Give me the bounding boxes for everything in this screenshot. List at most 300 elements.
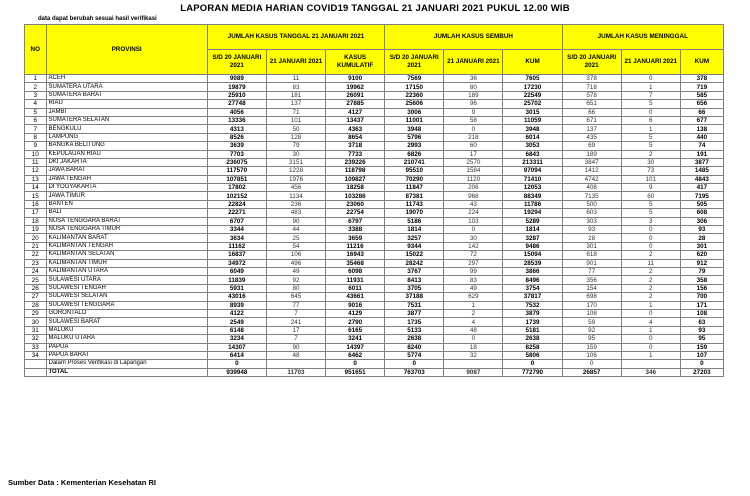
meninggal-sd: 159	[562, 343, 621, 351]
row-no: 17	[25, 209, 47, 217]
sembuh-kum: 3879	[503, 309, 562, 317]
meninggal-today: 1	[621, 326, 680, 334]
sembuh-sd: 9344	[385, 242, 444, 250]
meninggal-kum: 95	[680, 335, 723, 343]
meninggal-today: 0	[621, 343, 680, 351]
meninggal-kum: 912	[680, 259, 723, 267]
kasus-sd: 107851	[207, 175, 266, 183]
sembuh-sd: 7531	[385, 301, 444, 309]
sembuh-kum: 3053	[503, 142, 562, 150]
row-province: JAWA TIMUR	[46, 192, 207, 200]
kasus-kumulatif: 2790	[326, 318, 385, 326]
total-kasus-kumulatif: 951651	[326, 368, 385, 376]
kasus-sd: 14307	[207, 343, 266, 351]
meninggal-today: 5	[621, 209, 680, 217]
row-no: 12	[25, 167, 47, 175]
table-row	[25, 217, 724, 225]
meninggal-kum: 159	[680, 343, 723, 351]
row-no: 21	[25, 242, 47, 250]
meninggal-sd: 0	[562, 360, 621, 368]
meninggal-sd: 106	[562, 351, 621, 359]
kasus-sd: 4313	[207, 125, 266, 133]
sembuh-today: 9	[444, 108, 503, 116]
sembuh-kum: 6014	[503, 133, 562, 141]
row-province: BANGKA BELITUNG	[46, 142, 207, 150]
kasus-kumulatif: 3718	[326, 142, 385, 150]
meninggal-today: 2	[621, 267, 680, 275]
row-no: 19	[25, 226, 47, 234]
meninggal-sd: 500	[562, 200, 621, 208]
row-province: DI YOGYAKARTA	[46, 184, 207, 192]
sembuh-today	[444, 360, 503, 368]
row-province: MALUKU UTARA	[46, 335, 207, 343]
table-row	[25, 91, 724, 99]
table-row	[25, 158, 724, 166]
meninggal-kum: 93	[680, 226, 723, 234]
sembuh-kum: 6843	[503, 150, 562, 158]
kasus-sd: 6414	[207, 351, 266, 359]
meninggal-today: 2	[621, 276, 680, 284]
total-kasus-sd: 939948	[207, 368, 266, 376]
kasus-today: 3151	[266, 158, 325, 166]
total-meninggal-sd: 26857	[562, 368, 621, 376]
sembuh-kum: 5181	[503, 326, 562, 334]
sembuh-sd: 3877	[385, 309, 444, 317]
row-no: 6	[25, 116, 47, 124]
kasus-sd: 4056	[207, 108, 266, 116]
sembuh-sd: 0	[385, 360, 444, 368]
header-meninggal-kum: KUM	[680, 50, 723, 75]
table-row	[25, 293, 724, 301]
meninggal-kum: 620	[680, 251, 723, 259]
table-row	[25, 284, 724, 292]
meninggal-kum: 107	[680, 351, 723, 359]
kasus-today: 79	[266, 142, 325, 150]
meninggal-today: 1	[621, 83, 680, 91]
row-province: SUMATERA SELATAN	[46, 116, 207, 124]
kasus-kumulatif: 6797	[326, 217, 385, 225]
table-row	[25, 335, 724, 343]
total-sembuh-today: 9087	[444, 368, 503, 376]
kasus-sd: 2549	[207, 318, 266, 326]
meninggal-kum: 66	[680, 108, 723, 116]
row-no	[25, 360, 47, 368]
sembuh-sd: 37188	[385, 293, 444, 301]
kasus-sd: 19879	[207, 83, 266, 91]
sembuh-today: 0	[444, 125, 503, 133]
sembuh-kum: 37817	[503, 293, 562, 301]
row-no: 23	[25, 259, 47, 267]
kasus-kumulatif: 118798	[326, 167, 385, 175]
kasus-today: 30	[266, 150, 325, 158]
verification-note: data dapat berubah sesuai hasil verifikasi	[38, 16, 157, 22]
meninggal-sd: 698	[562, 293, 621, 301]
meninggal-today: 0	[621, 226, 680, 234]
kasus-kumulatif: 43661	[326, 293, 385, 301]
kasus-kumulatif: 9100	[326, 75, 385, 83]
kasus-today: 48	[266, 351, 325, 359]
table-row	[25, 360, 724, 368]
sembuh-sd: 22360	[385, 91, 444, 99]
row-province: KALIMANTAN SELATAN	[46, 251, 207, 259]
row-no: 4	[25, 100, 47, 108]
table-row	[25, 267, 724, 275]
table-row	[25, 326, 724, 334]
sembuh-kum: 11786	[503, 200, 562, 208]
row-no: 9	[25, 142, 47, 150]
meninggal-today: 2	[621, 150, 680, 158]
kasus-sd: 22271	[207, 209, 266, 217]
sembuh-kum: 5806	[503, 351, 562, 359]
kasus-sd: 4122	[207, 309, 266, 317]
kasus-today: 496	[266, 259, 325, 267]
meninggal-kum: 700	[680, 293, 723, 301]
row-no: 22	[25, 251, 47, 259]
meninggal-kum: 191	[680, 150, 723, 158]
meninggal-today: 4	[621, 318, 680, 326]
kasus-today: 54	[266, 242, 325, 250]
meninggal-sd: 301	[562, 242, 621, 250]
meninggal-sd: 189	[562, 150, 621, 158]
sembuh-kum: 19294	[503, 209, 562, 217]
row-no: 13	[25, 175, 47, 183]
header-group-meninggal: JUMLAH KASUS MENINGGAL	[562, 25, 723, 50]
row-no: 29	[25, 309, 47, 317]
sembuh-today: 17	[444, 150, 503, 158]
total-sembuh-sd: 763703	[385, 368, 444, 376]
sembuh-sd: 11847	[385, 184, 444, 192]
kasus-sd: 16837	[207, 251, 266, 259]
sembuh-today: 49	[444, 284, 503, 292]
sembuh-kum: 71410	[503, 175, 562, 183]
kasus-kumulatif: 9016	[326, 301, 385, 309]
sembuh-today: 48	[444, 326, 503, 334]
kasus-sd: 8939	[207, 301, 266, 309]
row-no: 32	[25, 335, 47, 343]
row-province: SULAWESI BARAT	[46, 318, 207, 326]
meninggal-kum: 306	[680, 217, 723, 225]
sembuh-today: 297	[444, 259, 503, 267]
sembuh-today: 4	[444, 318, 503, 326]
kasus-sd: 17802	[207, 184, 266, 192]
sembuh-kum: 1739	[503, 318, 562, 326]
table-row	[25, 318, 724, 326]
meninggal-kum: 656	[680, 100, 723, 108]
kasus-kumulatif: 239226	[326, 158, 385, 166]
meninggal-kum: 585	[680, 91, 723, 99]
sembuh-today: 18	[444, 343, 503, 351]
row-no: 33	[25, 343, 47, 351]
sembuh-kum: 3015	[503, 108, 562, 116]
meninggal-sd: 59	[562, 318, 621, 326]
sembuh-sd: 8240	[385, 343, 444, 351]
row-province: KALIMANTAN BARAT	[46, 234, 207, 242]
kasus-kumulatif: 26091	[326, 91, 385, 99]
sembuh-today: 0	[444, 226, 503, 234]
kasus-kumulatif: 22754	[326, 209, 385, 217]
sembuh-today: 1	[444, 301, 503, 309]
source-note: Sumber Data : Kementerian Kesehatan RI	[8, 478, 156, 487]
sembuh-sd: 5133	[385, 326, 444, 334]
header-meninggal-today: 21 JANUARI 2021	[621, 50, 680, 75]
row-no: 34	[25, 351, 47, 359]
meninggal-kum: 358	[680, 276, 723, 284]
meninggal-sd: 92	[562, 326, 621, 334]
row-no: 3	[25, 91, 47, 99]
sembuh-today: 629	[444, 293, 503, 301]
kasus-sd: 27748	[207, 100, 266, 108]
kasus-sd: 0	[207, 360, 266, 368]
row-province: PAPUA	[46, 343, 207, 351]
sembuh-sd: 3767	[385, 267, 444, 275]
table-row	[25, 142, 724, 150]
total-kasus-today: 11703	[266, 368, 325, 376]
meninggal-kum: 4843	[680, 175, 723, 183]
header-group-kasus: JUMLAH KASUS TANGGAL 21 JANUARI 2021	[207, 25, 384, 50]
table-row	[25, 167, 724, 175]
table-row	[25, 200, 724, 208]
meninggal-sd: 7135	[562, 192, 621, 200]
kasus-kumulatif: 27885	[326, 100, 385, 108]
table-row	[25, 150, 724, 158]
kasus-sd: 3344	[207, 226, 266, 234]
report-title: LAPORAN MEDIA HARIAN COVID19 TANGGAL 21 JANUARI 2021 PUKUL 12.00 WIB	[180, 3, 570, 14]
kasus-sd: 117570	[207, 167, 266, 175]
kasus-today: 77	[266, 301, 325, 309]
sembuh-today: 142	[444, 242, 503, 250]
kasus-kumulatif: 4129	[326, 309, 385, 317]
meninggal-sd: 1412	[562, 167, 621, 175]
kasus-sd: 43016	[207, 293, 266, 301]
sembuh-sd: 11001	[385, 116, 444, 124]
sembuh-today: 1120	[444, 175, 503, 183]
sembuh-sd: 2638	[385, 335, 444, 343]
row-no: 1	[25, 75, 47, 83]
meninggal-today: 7	[621, 91, 680, 99]
sembuh-today: 103	[444, 217, 503, 225]
sembuh-today: 218	[444, 133, 503, 141]
sembuh-today: 189	[444, 91, 503, 99]
kasus-today: 1134	[266, 192, 325, 200]
meninggal-today	[621, 360, 680, 368]
sembuh-today: 80	[444, 83, 503, 91]
row-no: 27	[25, 293, 47, 301]
sembuh-kum: 8258	[503, 343, 562, 351]
sembuh-sd: 3257	[385, 234, 444, 242]
table-body	[25, 75, 724, 377]
kasus-sd: 102152	[207, 192, 266, 200]
kasus-today: 483	[266, 209, 325, 217]
row-province: PAPUA BARAT	[46, 351, 207, 359]
kasus-today: 1976	[266, 175, 325, 183]
meninggal-sd: 77	[562, 267, 621, 275]
sembuh-today: 72	[444, 251, 503, 259]
meninggal-kum: 1485	[680, 167, 723, 175]
kasus-kumulatif: 109827	[326, 175, 385, 183]
kasus-kumulatif: 6462	[326, 351, 385, 359]
meninggal-sd: 93	[562, 226, 621, 234]
row-no: 16	[25, 200, 47, 208]
kasus-sd: 8526	[207, 133, 266, 141]
meninggal-today: 11	[621, 259, 680, 267]
header-provinsi: PROVINSI	[46, 25, 207, 75]
row-province: DKI JAKARTA	[46, 158, 207, 166]
row-province: NUSA TENGGARA TIMUR	[46, 226, 207, 234]
table-row	[25, 251, 724, 259]
kasus-kumulatif: 19962	[326, 83, 385, 91]
row-no: 20	[25, 234, 47, 242]
row-province: KALIMANTAN UTARA	[46, 267, 207, 275]
row-no: 26	[25, 284, 47, 292]
header-meninggal-sd: S/D 20 JANUARI 2021	[562, 50, 621, 75]
kasus-today: 90	[266, 343, 325, 351]
meninggal-kum: 63	[680, 318, 723, 326]
kasus-sd: 6049	[207, 267, 266, 275]
sembuh-sd: 17150	[385, 83, 444, 91]
table-row	[25, 116, 724, 124]
row-province: Dalam Proses Verifikasi di Lapangan	[46, 360, 207, 368]
kasus-today: 50	[266, 125, 325, 133]
row-no: 5	[25, 108, 47, 116]
kasus-today: 90	[266, 217, 325, 225]
row-province: NUSA TENGGARA BARAT	[46, 217, 207, 225]
meninggal-today: 5	[621, 200, 680, 208]
kasus-sd: 25910	[207, 91, 266, 99]
kasus-today: 80	[266, 284, 325, 292]
table-row	[25, 343, 724, 351]
total-row-no	[25, 368, 47, 376]
sembuh-today: 968	[444, 192, 503, 200]
meninggal-today: 1	[621, 125, 680, 133]
sembuh-today: 32	[444, 351, 503, 359]
meninggal-today: 3	[621, 217, 680, 225]
row-no: 15	[25, 192, 47, 200]
table-row	[25, 301, 724, 309]
meninggal-sd: 578	[562, 91, 621, 99]
meninggal-today: 5	[621, 133, 680, 141]
meninggal-today: 0	[621, 108, 680, 116]
meninggal-sd: 3847	[562, 158, 621, 166]
sembuh-kum: 17230	[503, 83, 562, 91]
table-row	[25, 234, 724, 242]
meninggal-sd: 137	[562, 125, 621, 133]
sembuh-kum: 97094	[503, 167, 562, 175]
meninggal-today: 60	[621, 192, 680, 200]
row-province: BALI	[46, 209, 207, 217]
meninggal-kum: 378	[680, 75, 723, 83]
kasus-sd: 6707	[207, 217, 266, 225]
meninggal-today: 73	[621, 167, 680, 175]
kasus-today: 7	[266, 309, 325, 317]
row-province: JAWA BARAT	[46, 167, 207, 175]
kasus-today: 181	[266, 91, 325, 99]
meninggal-sd: 4742	[562, 175, 621, 183]
meninggal-sd: 718	[562, 83, 621, 91]
sembuh-today: 96	[444, 100, 503, 108]
kasus-sd: 6148	[207, 326, 266, 334]
meninggal-today: 2	[621, 284, 680, 292]
kasus-kumulatif: 103286	[326, 192, 385, 200]
meninggal-today: 2	[621, 251, 680, 259]
sembuh-sd: 6826	[385, 150, 444, 158]
row-province: JAWA TENGAH	[46, 175, 207, 183]
kasus-today	[266, 360, 325, 368]
sembuh-kum: 5289	[503, 217, 562, 225]
meninggal-kum: 7195	[680, 192, 723, 200]
sembuh-kum: 15094	[503, 251, 562, 259]
sembuh-today: 224	[444, 209, 503, 217]
covid-report-table	[24, 24, 724, 377]
kasus-today: 101	[266, 116, 325, 124]
kasus-kumulatif: 3388	[326, 226, 385, 234]
kasus-today: 7	[266, 335, 325, 343]
kasus-kumulatif: 8654	[326, 133, 385, 141]
meninggal-sd: 671	[562, 116, 621, 124]
kasus-kumulatif: 14397	[326, 343, 385, 351]
sembuh-sd: 7569	[385, 75, 444, 83]
meninggal-today: 30	[621, 158, 680, 166]
sembuh-kum: 9486	[503, 242, 562, 250]
sembuh-kum: 3287	[503, 234, 562, 242]
kasus-kumulatif: 0	[326, 360, 385, 368]
header-no: NO	[25, 25, 47, 75]
kasus-kumulatif: 6165	[326, 326, 385, 334]
meninggal-kum: 301	[680, 242, 723, 250]
meninggal-today: 1	[621, 351, 680, 359]
sembuh-today: 30	[444, 234, 503, 242]
kasus-kumulatif: 6098	[326, 267, 385, 275]
table-row	[25, 309, 724, 317]
kasus-sd: 22824	[207, 200, 266, 208]
kasus-sd: 236075	[207, 158, 266, 166]
table-row	[25, 276, 724, 284]
row-province: SULAWESI UTARA	[46, 276, 207, 284]
kasus-kumulatif: 23060	[326, 200, 385, 208]
kasus-today: 236	[266, 200, 325, 208]
row-province: ACEH	[46, 75, 207, 83]
row-no: 25	[25, 276, 47, 284]
sembuh-sd: 15022	[385, 251, 444, 259]
sembuh-today: 0	[444, 335, 503, 343]
sembuh-today: 206	[444, 184, 503, 192]
table-row	[25, 108, 724, 116]
sembuh-sd: 5796	[385, 133, 444, 141]
kasus-kumulatif: 35468	[326, 259, 385, 267]
table-row	[25, 351, 724, 359]
kasus-sd: 3234	[207, 335, 266, 343]
sembuh-kum: 8496	[503, 276, 562, 284]
kasus-today: 11	[266, 75, 325, 83]
table-row	[25, 242, 724, 250]
sembuh-kum: 7605	[503, 75, 562, 83]
kasus-today: 645	[266, 293, 325, 301]
meninggal-kum: 417	[680, 184, 723, 192]
meninggal-sd: 69	[562, 142, 621, 150]
meninggal-sd: 651	[562, 100, 621, 108]
kasus-kumulatif: 16943	[326, 251, 385, 259]
kasus-kumulatif: 4363	[326, 125, 385, 133]
table-row	[25, 209, 724, 217]
header-group-sembuh: JUMLAH KASUS SEMBUH	[385, 25, 562, 50]
kasus-today: 83	[266, 83, 325, 91]
row-no: 24	[25, 267, 47, 275]
header-kasus-today: 21 JANUARI 2021	[266, 50, 325, 75]
row-province: SULAWESI TENGGARA	[46, 301, 207, 309]
meninggal-sd: 303	[562, 217, 621, 225]
kasus-kumulatif: 11216	[326, 242, 385, 250]
sembuh-today: 99	[444, 267, 503, 275]
meninggal-today: 0	[621, 242, 680, 250]
